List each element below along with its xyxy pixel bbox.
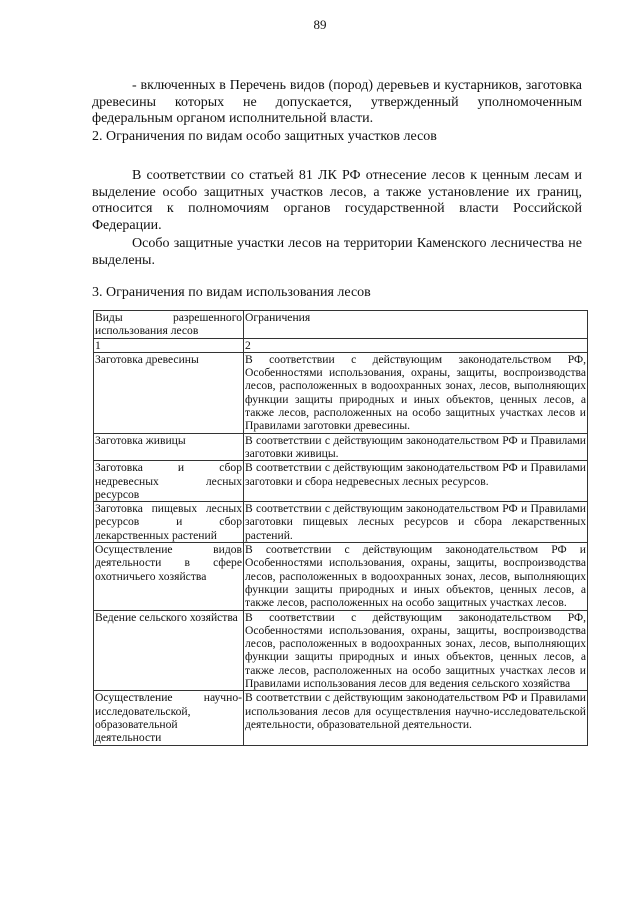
restriction-cell: В соответствии с действующим законодательством РФ и Правилами заготовки и сбора недревесных лесных ресурсов.: [244, 461, 588, 502]
table-row: [94, 352, 588, 433]
header-cell-restriction: Ограничения: [244, 311, 588, 339]
intro-paragraph: - включенных в Перечень видов (пород) деревьев и кустарников, заготовка древесины которых не допускается, утвержденный уполномоченным федеральным органом исполнительной власти.: [92, 78, 582, 126]
use-cell: Заготовка пищевых лесных ресурсов и сбор лекарственных растений: [95, 502, 242, 542]
restrictions-table: [93, 310, 588, 746]
table-row: [94, 543, 588, 610]
section2-paragraph-2: Особо защитные участки лесов на территории Каменского лесничества не выделены.: [92, 236, 582, 268]
section2-paragraph-1: В соответствии со статьей 81 ЛК РФ отнесение лесов к ценным лесам и выделение особо защитных участков лесов, а также установление их границ, относится к полномочиям органов государственной власти Российской Федерации.: [92, 168, 582, 233]
use-cell: Заготовка и сбор недревесных лесных ресурсов: [95, 461, 242, 501]
table-row: [94, 502, 588, 543]
page-number: 89: [313, 17, 327, 32]
restriction-cell: В соответствии с действующим законодательством РФ и Особенностями использования, охраны, защиты, воспроизводства лесов, расположенных в водоохранных зонах, лесов, выполняющих функции защиты природных и иных объектов, ценных лесов, а также лесов, расположенных на особо защитных участках лесов.: [245, 543, 586, 610]
use-cell: Осуществление научно-исследовательской, образовательной деятельности: [95, 691, 242, 745]
table-header-row: [94, 311, 588, 339]
use-cell: Заготовка древесины: [94, 352, 244, 433]
numbering-cell-2: 2: [244, 338, 588, 352]
table-row: [94, 433, 588, 461]
restriction-cell: В соответствии с действующим законодательством РФ и Правилами заготовки живицы.: [245, 433, 586, 460]
restriction-cell: В соответствии с действующим законодательством РФ и Правилами заготовки пищевых лесных ресурсов и сбора лекарственных растений.: [245, 502, 586, 542]
table-row: [94, 691, 588, 745]
table-row: [94, 461, 588, 502]
section2-heading: 2. Ограничения по видам особо защитных участков лесов: [92, 129, 437, 144]
table-row: [94, 610, 588, 691]
use-cell: Осуществление видов деятельности в сфере охотничьего хозяйства: [94, 543, 244, 610]
restriction-cell: В соответствии с действующим законодательством РФ, Особенностями использования, охраны, защиты, воспроизводства лесов, расположенных в водоохранных зонах, лесов, выполняющих функции защиты природных и иных объектов, ценных лесов, а также лесов, расположенных на особо защитных участках лесов и Правилами использования лесов для ведения сельского хозяйства: [245, 610, 586, 691]
use-cell: Ведение сельского хозяйства: [94, 610, 244, 691]
table-numbering-row: [94, 338, 588, 352]
section3-heading: 3. Ограничения по видам использования лесов: [92, 285, 371, 300]
use-cell: Заготовка живицы: [94, 433, 244, 461]
numbering-cell-1: 1: [94, 338, 244, 352]
restriction-cell: В соответствии с действующим законодательством РФ и Правилами использования лесов для осуществления научно-исследовательской деятельности, образовательной деятельности.: [244, 691, 588, 745]
restriction-cell: В соответствии с действующим законодательством РФ, Особенностями использования, охраны, защиты, воспроизводства лесов, расположенных в водоохранных зонах, лесов, выполняющих функции защиты природных и иных объектов, ценных лесов, а также лесов, расположенных на особо защитных участках лесов и Правилами заготовки древесины.: [245, 352, 586, 433]
header-cell-use: Виды разрешенного использования лесов: [95, 311, 242, 338]
